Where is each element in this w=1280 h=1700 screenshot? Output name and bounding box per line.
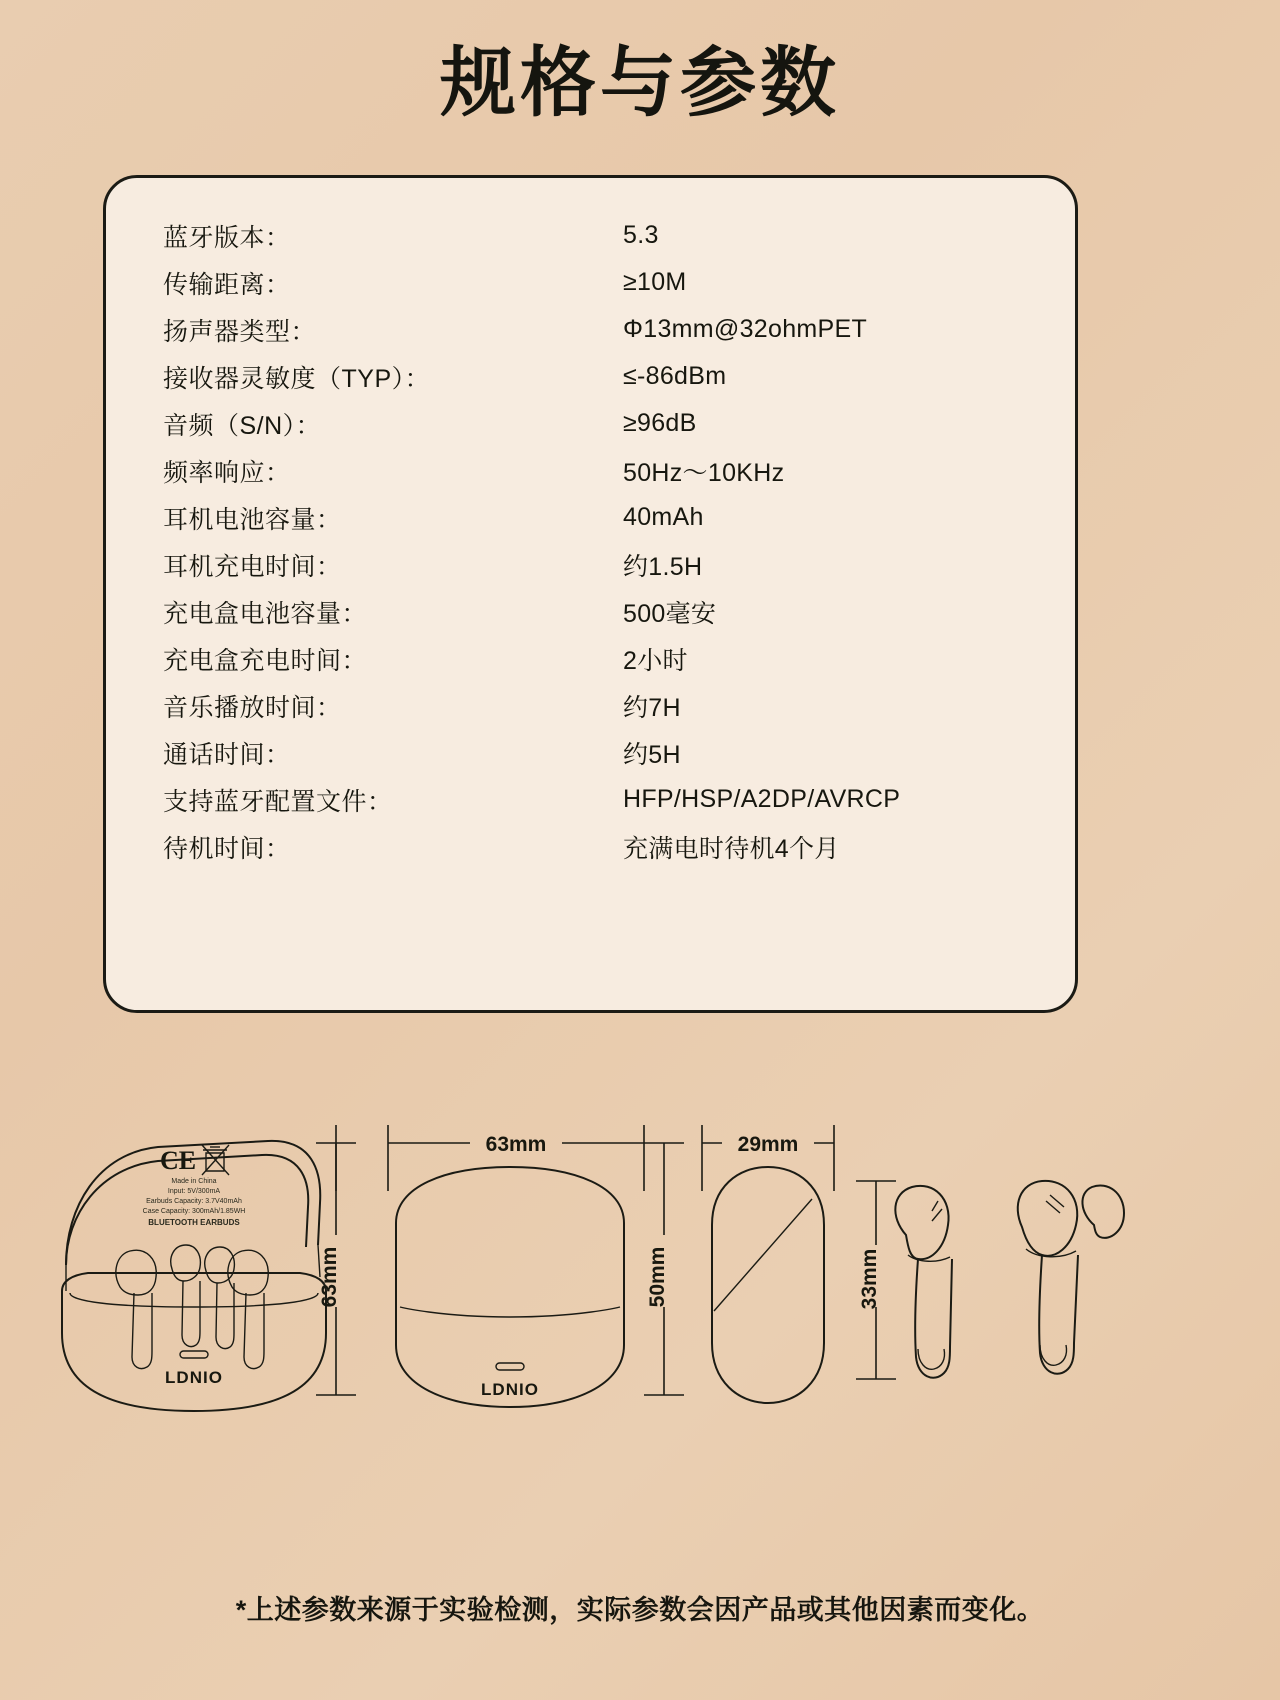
table-row [106,494,1075,541]
spec-card [103,175,1078,1013]
dim-label-case-height: 63mm [318,1246,341,1308]
spec-value: ≥10M [623,268,687,296]
spec-value: 5.3 [623,221,659,249]
spec-label: 频率响应： [163,458,291,487]
spec-label: 耳机充电时间： [163,552,342,581]
spec-label: 支持蓝牙配置文件： [163,787,393,816]
spec-label: 耳机电池容量： [163,505,342,534]
brand-logo: LDNIO [481,1380,539,1399]
case-print-line-2: Input: 5V/300mA [167,1188,221,1195]
table-row [106,212,1075,259]
case-front-view [396,1167,624,1407]
dimension-case-depth-height [644,1143,684,1395]
earbuds-illustration [895,1181,1124,1378]
spec-label: 充电盒电池容量： [163,599,368,628]
product-dimension-diagram [0,1095,1280,1515]
dim-label-earbud-height: 33mm [858,1248,881,1310]
weee-icon [202,1145,229,1175]
spec-value: 约5H [623,740,681,769]
spec-label: 音乐播放时间： [163,693,342,722]
spec-value: 40mAh [623,503,704,531]
open-case-illustration [62,1141,326,1411]
table-row [106,588,1075,635]
brand-logo: LDNIO [165,1368,223,1387]
page-title: 规格与参数 [440,41,840,126]
case-print-line-5: BLUETOOTH EARBUDS [148,1218,240,1227]
spec-value: 2小时 [623,646,688,675]
spec-value: HFP/HSP/A2DP/AVRCP [623,785,901,813]
dim-label-case-depth-height: 50mm [646,1246,669,1308]
table-row [106,400,1075,447]
table-row [106,729,1075,776]
spec-label: 充电盒充电时间： [163,646,368,675]
dimension-earbud-height [856,1181,896,1379]
spec-table [106,212,1075,870]
spec-label: 扬声器类型： [163,317,317,346]
dim-label-case-width: 63mm [485,1133,547,1156]
spec-label: 接收器灵敏度（TYP）： [163,364,431,393]
spec-label: 待机时间： [163,834,291,863]
table-row [106,353,1075,400]
table-row [106,823,1075,870]
case-print-line-4: Case Capacity: 300mAh/1.85WH [142,1208,246,1215]
dimension-case-width [336,1125,644,1191]
case-print-line-1: Made in China [171,1178,217,1185]
table-row [106,541,1075,588]
spec-label: 通话时间： [163,740,291,769]
table-row [106,259,1075,306]
spec-value: 约7H [623,693,681,722]
spec-value: 500毫安 [623,599,717,628]
spec-value: ≤-86dBm [623,362,727,390]
front-led-slot [496,1363,524,1370]
dimension-side-width [702,1125,834,1191]
table-row [106,776,1075,823]
table-row [106,306,1075,353]
footnote: *上述参数来源于实验检测，实际参数会因产品或其他因素而变化。 [235,1595,1045,1625]
spec-value: 充满电时待机4个月 [623,834,840,863]
spec-value: Φ13mm@32ohmPET [623,315,868,343]
case-side-view [712,1167,824,1403]
spec-value: ≥96dB [623,409,697,437]
spec-label: 蓝牙版本： [163,223,291,252]
ce-mark: CE [160,1146,197,1175]
case-led-slot [180,1351,208,1358]
spec-label: 传输距离： [163,270,291,299]
dim-label-side-width: 29mm [737,1133,799,1156]
table-row [106,635,1075,682]
table-row [106,682,1075,729]
spec-value: 约1.5H [623,552,703,581]
table-row [106,447,1075,494]
case-print-line-3: Earbuds Capacity: 3.7V40mAh [146,1198,242,1205]
spec-value: 50Hz～10KHz [623,458,785,487]
spec-label: 音频（S/N）： [163,411,322,440]
